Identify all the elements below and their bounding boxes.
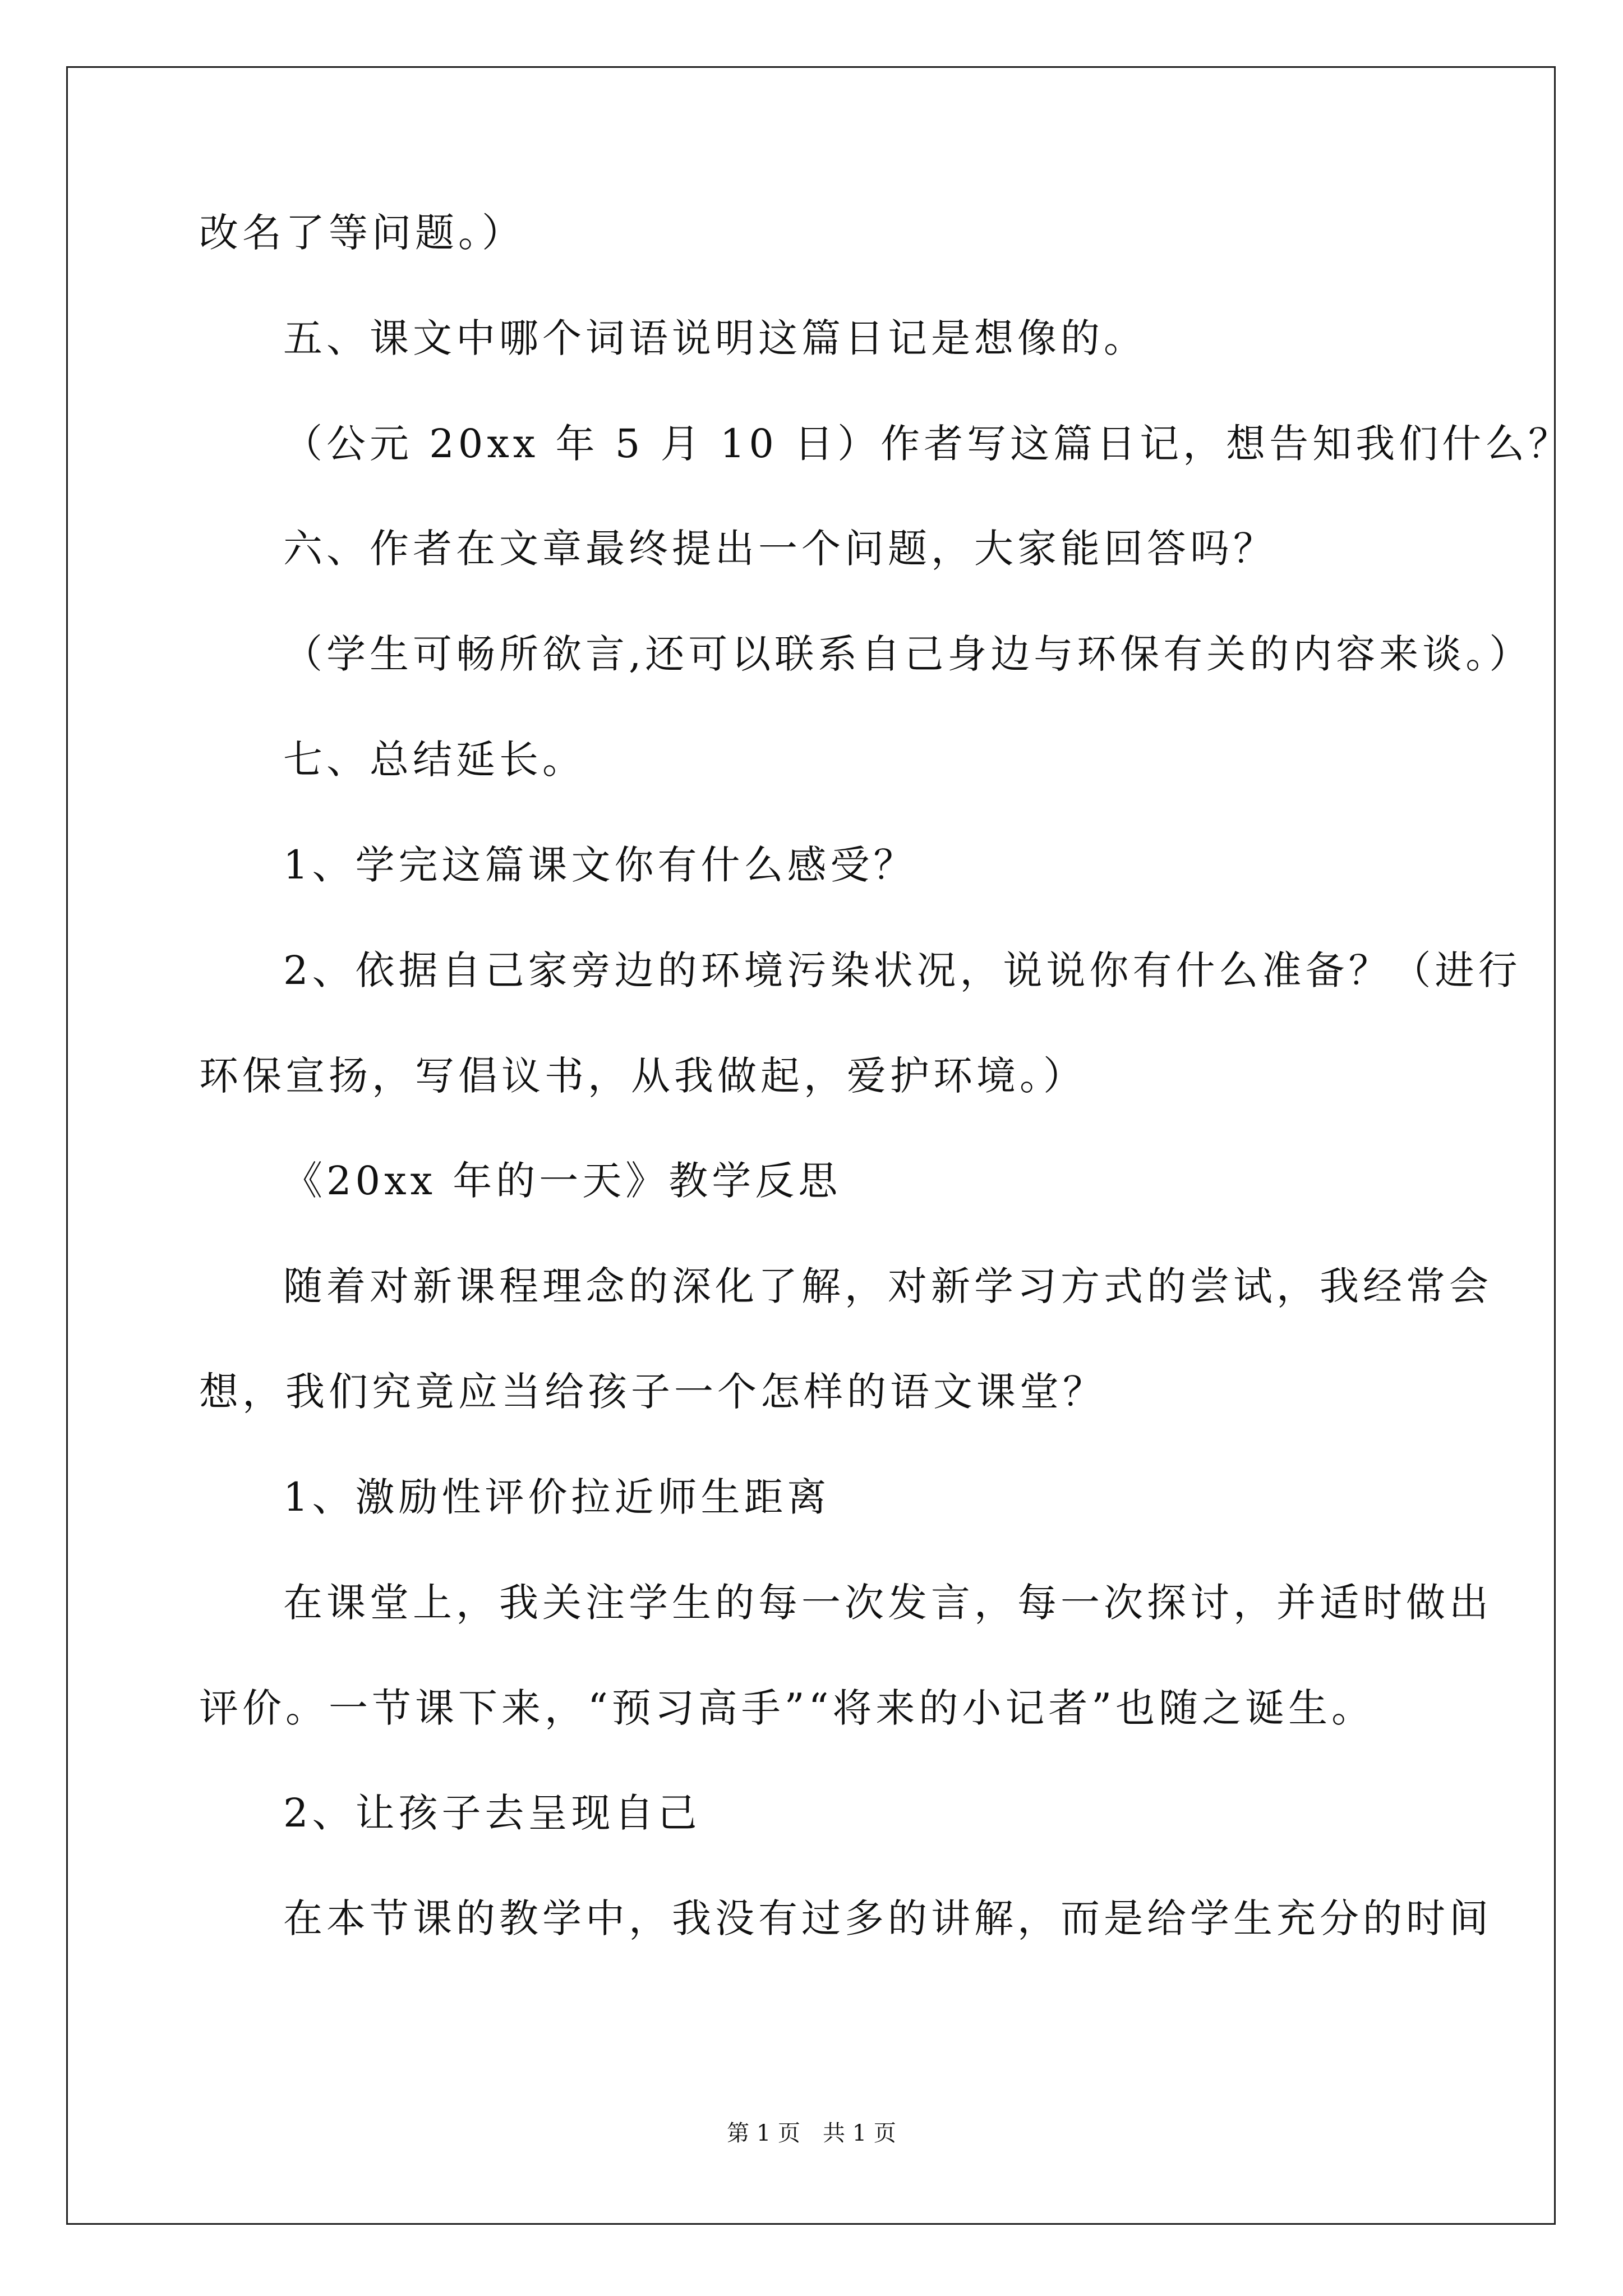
text-line: 1、激励性评价拉近师生距离: [283, 1474, 831, 1520]
section-title: 《20xx 年的一天》教学反思: [283, 1158, 842, 1204]
text-line: （公元 20xx 年 5 月 10 日）作者写这篇日记，想告知我们什么？: [283, 421, 1572, 467]
text-line: 2、让孩子去呈现自己: [283, 1790, 701, 1836]
text-line: 环保宣扬，写倡议书，从我做起，爱护环境。）: [199, 1053, 1086, 1099]
text-line: 在本节课的教学中，我没有过多的讲解，而是给学生充分的时间: [283, 1895, 1492, 1941]
text-line: 五、课文中哪个词语说明这篇日记是想像的。: [283, 315, 1147, 361]
text-line: 七、总结延长。: [283, 737, 585, 783]
text-line: 2、依据自己家旁边的环境污染状况，说说你有什么准备？（进行: [283, 947, 1521, 993]
text-line: （学生可畅所欲言,还可以联系自己身边与环保有关的内容来谈。）: [283, 631, 1533, 677]
page-number: 第 1 页 共 1 页: [727, 2120, 896, 2146]
text-line: 随着对新课程理念的深化了解，对新学习方式的尝试，我经常会: [283, 1263, 1492, 1309]
text-line: 在课堂上，我关注学生的每一次发言，每一次探讨，并适时做出: [283, 1580, 1492, 1626]
text-line: 1、学完这篇课文你有什么感受？: [283, 842, 917, 888]
text-line: 改名了等问题。）: [199, 210, 525, 256]
text-line: 想，我们究竟应当给孩子一个怎样的语文课堂？: [199, 1369, 1106, 1415]
text-line: 评价。一节课下来，“预习高手”“将来的小记者”也随之诞生。: [199, 1685, 1375, 1731]
text-line: 六、作者在文章最终提出一个问题，大家能回答吗？: [283, 526, 1276, 572]
